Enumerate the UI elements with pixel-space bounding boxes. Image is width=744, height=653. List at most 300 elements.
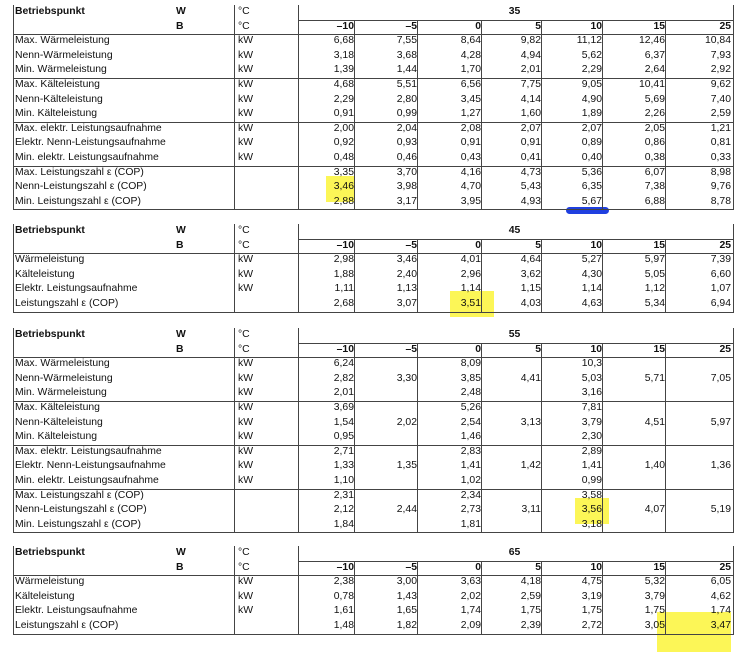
b-label: B [176,343,184,355]
cell-value: 7,75 [520,79,541,90]
cell-value: 5,19 [710,504,731,516]
column-divider [234,5,235,209]
table-row [13,489,734,504]
column-divider [602,561,603,634]
table-row [13,430,734,445]
table-row [13,282,734,297]
cell-value: 4,68 [333,79,354,90]
cell-value: 6,60 [710,268,731,280]
column-divider [733,5,734,209]
row-label: Elektr. Nenn-Leistungsaufnahme [15,460,166,472]
column-divider [481,343,482,533]
cell-value: 3,79 [644,590,665,602]
cell-value: 2,29 [581,64,602,76]
cell-value: 3,19 [581,590,602,602]
row-label: Min. Leistungszahl ε (COP) [15,195,141,207]
cell-value: 0,91 [520,137,541,149]
row-label: Elektr. Leistungsaufnahme [15,605,138,617]
cell-value: 1,74 [460,605,481,617]
row-label: Min. Kälteleistung [15,108,98,120]
cell-value: 2,59 [520,590,541,602]
column-header: 0 [475,343,481,355]
cell-value: 3,00 [396,576,417,588]
cell-value: 0,38 [644,152,665,163]
cell-value: 8,64 [460,35,481,47]
cell-value: 3,13 [520,416,541,428]
table-row [13,253,734,268]
b-label: B [176,239,184,251]
table-row [13,503,734,518]
cell-value: 1,41 [460,460,481,472]
table-row [13,180,734,195]
cell-value: 4,01 [460,254,481,266]
column-divider [354,343,355,533]
cell-value: 6,07 [644,166,665,178]
table-section-45 [13,224,734,314]
cell-value: 2,02 [460,590,481,602]
row-label: Max. elektr. Leistungsaufnahme [15,122,162,134]
row-label: Elektr. Nenn-Leistungsaufnahme [15,137,166,149]
cell-value: 1,46 [460,431,481,443]
table-section-65 [13,546,734,636]
cell-value: 3,79 [581,416,602,428]
row-unit: kW [238,576,254,588]
cell-value: 5,71 [644,372,665,384]
cell-value: 1,14 [581,283,602,295]
cell-value: 2,01 [333,387,354,399]
cell-value: 9,05 [581,79,602,90]
cell-value: 1,70 [460,64,481,76]
cell-value: 2,00 [333,122,354,134]
cell-value: 4,93 [520,195,541,207]
table-row [13,107,734,122]
column-divider [541,561,542,634]
cell-value: 4,51 [644,416,665,428]
divider [298,239,734,240]
cell-value: 0,95 [333,431,354,443]
unit-header: °C [238,6,250,17]
cell-value: 5,97 [710,416,731,428]
table-row [13,195,734,210]
cell-value: 1,21 [710,122,731,134]
row-label: Wärmeleistung [15,576,85,588]
column-divider [481,20,482,210]
cell-value: 4,70 [460,181,481,193]
table-row [13,34,734,49]
table-row [13,63,734,78]
cell-value: 2,80 [396,93,417,105]
table-row [13,401,734,416]
cell-value: 7,93 [710,49,731,61]
column-divider [354,239,355,312]
cell-value: 8,09 [460,358,481,370]
table-row [13,619,734,634]
cell-value: 1,12 [644,283,665,295]
column-header: –5 [405,343,417,355]
column-header: 10 [590,561,602,573]
cell-value: 2,08 [460,122,481,134]
cell-value: 3,51 [460,298,481,309]
column-header: 15 [653,20,665,32]
cell-value: 0,99 [396,108,417,120]
table-section-55 [13,328,734,534]
divider [13,532,734,533]
column-divider [481,561,482,634]
row-label: Min. Wärmeleistung [15,387,107,399]
cell-value: 0,81 [710,137,731,149]
row-unit: kW [238,49,254,61]
cell-value: 2,12 [333,504,354,516]
cell-value: 5,03 [581,372,602,384]
cell-value: 2,04 [396,122,417,134]
cell-value: 4,16 [460,166,481,178]
cell-value: 0,93 [396,137,417,149]
cell-value: 3,18 [581,518,602,530]
cell-value: 1,27 [460,108,481,120]
cell-value: 5,67 [581,195,602,207]
cell-value: 2,83 [460,445,481,457]
cell-value: 8,78 [710,195,731,207]
betriebspunkt-label: Betriebspunkt [15,329,85,340]
cell-value: 2,07 [581,122,602,134]
column-header: –10 [336,20,354,32]
cell-value: 0,46 [396,152,417,163]
cell-value: 5,27 [581,254,602,266]
cell-value: 3,05 [644,620,665,631]
cell-value: 5,43 [520,181,541,193]
cell-value: 2,96 [460,268,481,280]
w-label: W [176,6,186,17]
cell-value: 5,34 [644,298,665,309]
temperature-header: 65 [508,547,521,558]
column-divider [417,239,418,312]
row-unit: kW [238,254,254,266]
row-label: Min. elektr. Leistungsaufnahme [15,475,159,486]
column-divider [417,561,418,634]
cell-value: 2,26 [644,108,665,120]
cell-value: 1,81 [460,518,481,530]
divider [298,561,734,562]
row-label: Nenn-Wärmeleistung [15,49,113,61]
row-label: Min. elektr. Leistungsaufnahme [15,152,159,163]
cell-value: 4,75 [581,576,602,588]
column-divider [602,20,603,210]
table-row [13,372,734,387]
cell-value: 0,33 [710,152,731,163]
cell-value: 3,68 [396,49,417,61]
row-unit: kW [238,460,254,472]
row-label: Max. Leistungszahl ε (COP) [15,166,144,178]
column-divider [481,239,482,312]
cell-value: 2,31 [333,489,354,501]
cell-value: 6,56 [460,79,481,90]
row-unit: kW [238,283,254,295]
row-label: Kälteleistung [15,268,75,280]
table-row [13,268,734,283]
cell-value: 3,69 [333,402,354,413]
cell-value: 1,40 [644,460,665,472]
row-label: Wärmeleistung [15,254,85,266]
row-unit: kW [238,35,254,47]
cell-value: 3,18 [333,49,354,61]
cell-value: 5,51 [396,79,417,90]
cell-value: 1,44 [396,64,417,76]
cell-value: 7,38 [644,181,665,193]
column-header: 5 [535,239,541,251]
column-header: –10 [336,239,354,251]
table-row [13,459,734,474]
cell-value: 5,36 [581,166,602,178]
cell-value: 1,75 [520,605,541,617]
cell-value: 6,37 [644,49,665,61]
cell-value: 2,38 [333,576,354,588]
table-row [13,166,734,181]
column-divider [234,546,235,634]
cell-value: 5,05 [644,268,665,280]
row-unit: kW [238,387,254,399]
cell-value: 3,30 [396,372,417,384]
cell-value: 7,81 [581,402,602,413]
table-row [13,78,734,93]
cell-value: 10,3 [581,358,602,370]
cell-value: 2,05 [644,122,665,134]
cell-value: 1,11 [334,283,354,295]
cell-value: 3,35 [333,166,354,178]
table-section-35 [13,5,734,211]
cell-value: 2,82 [333,372,354,384]
cell-value: 2,64 [644,64,665,76]
row-label: Elektr. Leistungsaufnahme [15,283,138,295]
cell-value: 2,02 [396,416,417,428]
column-divider [298,5,299,209]
table-row [13,297,734,312]
column-header: 0 [475,561,481,573]
column-header-row [13,20,734,35]
column-header: 10 [590,343,602,355]
betriebspunkt-label: Betriebspunkt [15,225,85,236]
row-label: Max. Wärmeleistung [15,358,110,370]
cell-value: 4,28 [460,49,481,61]
cell-value: 1,61 [333,605,354,617]
unit-header-2: °C [238,343,250,355]
row-label: Min. Wärmeleistung [15,64,107,76]
column-header: 15 [653,343,665,355]
column-divider [298,224,299,312]
unit-header-2: °C [238,561,250,573]
column-divider [234,224,235,312]
cell-value: 1,75 [581,605,602,617]
cell-value: 4,30 [581,268,602,280]
cell-value: 3,45 [460,93,481,105]
cell-value: 3,95 [460,195,481,207]
row-unit: kW [238,475,254,486]
divider [13,634,734,635]
table-row [13,604,734,619]
temperature-header: 55 [508,329,521,340]
row-label: Nenn-Leistungszahl ε (COP) [15,181,147,193]
cell-value: 3,16 [581,387,602,399]
column-divider [298,546,299,634]
column-header: 15 [653,561,665,573]
cell-value: 2,09 [460,620,481,631]
column-divider [417,343,418,533]
cell-value: 7,55 [396,35,417,47]
cell-value: 7,40 [710,93,731,105]
cell-value: 2,68 [333,298,354,309]
divider [298,20,734,21]
column-header: 15 [653,239,665,251]
cell-value: 1,48 [333,620,354,631]
cell-value: 1,65 [396,605,417,617]
cell-value: 2,40 [396,268,417,280]
cell-value: 3,17 [396,195,417,207]
cell-value: 1,82 [396,620,417,631]
cell-value: 2,59 [710,108,731,120]
cell-value: 0,92 [333,137,354,149]
column-header: –10 [336,561,354,573]
cell-value: 3,47 [710,620,731,631]
cell-value: 1,88 [333,268,354,280]
column-divider [541,239,542,312]
row-unit: kW [238,137,254,149]
unit-header-2: °C [238,239,250,251]
column-divider [13,546,14,634]
cell-value: 0,91 [460,137,481,149]
cell-value: 2,73 [460,504,481,516]
row-label: Nenn-Kälteleistung [15,93,103,105]
cell-value: 6,88 [644,195,665,207]
row-unit: kW [238,590,254,602]
column-header: 25 [719,561,731,573]
row-label: Kälteleistung [15,590,75,602]
column-header: 5 [535,561,541,573]
cell-value: 6,68 [333,35,354,47]
w-label: W [176,547,186,558]
table-row [13,445,734,460]
divider [13,209,734,210]
cell-value: 6,94 [710,298,731,309]
column-divider [354,20,355,210]
cell-value: 1,36 [710,460,731,472]
column-header: 25 [719,343,731,355]
cell-value: 4,94 [520,49,541,61]
cell-value: 5,69 [644,93,665,105]
cell-value: 3,11 [521,504,541,516]
cell-value: 4,73 [520,166,541,178]
column-divider [733,546,734,634]
header-row [13,546,734,561]
row-label: Max. Kälteleistung [15,79,100,90]
column-divider [13,224,14,312]
cell-value: 4,18 [520,576,541,588]
column-header: 25 [719,20,731,32]
row-unit: kW [238,122,254,134]
cell-value: 4,07 [644,504,665,516]
cell-value: 2,89 [581,445,602,457]
header-row [13,328,734,343]
table-row [13,93,734,108]
cell-value: 4,03 [520,298,541,309]
column-header: 10 [590,239,602,251]
cell-value: 1,02 [460,475,481,486]
cell-value: 1,13 [396,283,417,295]
cell-value: 6,24 [333,358,354,370]
table-row [13,136,734,151]
cell-value: 12,46 [638,35,665,47]
cell-value: 4,63 [581,298,602,309]
cell-value: 3,58 [581,489,602,501]
column-header-row [13,239,734,254]
cell-value: 9,76 [710,181,731,193]
cell-value: 5,62 [581,49,602,61]
cell-value: 2,07 [520,122,541,134]
cell-value: 1,60 [520,108,541,120]
column-divider [602,343,603,533]
cell-value: 1,10 [333,475,354,486]
column-divider [541,343,542,533]
cell-value: 0,99 [581,475,602,486]
column-header: –5 [405,20,417,32]
cell-value: 8,98 [710,166,731,178]
header-row [13,5,734,20]
cell-value: 4,14 [520,93,541,105]
table-row [13,575,734,590]
cell-value: 2,71 [333,445,354,457]
row-unit: kW [238,431,254,443]
cell-value: 5,32 [644,576,665,588]
cell-value: 1,41 [581,460,602,472]
unit-header: °C [238,547,250,558]
cell-value: 2,34 [460,489,481,501]
cell-value: 1,15 [520,283,541,295]
divider [298,343,734,344]
unit-header-2: °C [238,20,250,32]
cell-value: 4,41 [520,372,541,384]
cell-value: 7,39 [710,254,731,266]
b-label: B [176,20,184,32]
table-row [13,357,734,372]
betriebspunkt-label: Betriebspunkt [15,6,85,17]
cell-value: 9,82 [520,35,541,47]
cell-value: 9,62 [710,79,731,90]
row-label: Max. Leistungszahl ε (COP) [15,489,144,501]
cell-value: 3,46 [333,181,354,193]
temperature-header: 45 [508,225,521,236]
cell-value: 2,98 [333,254,354,266]
row-unit: kW [238,372,254,384]
cell-value: 1,54 [333,416,354,428]
cell-value: 4,64 [520,254,541,266]
table-row [13,518,734,533]
row-label: Max. elektr. Leistungsaufnahme [15,445,162,457]
cell-value: 3,07 [396,298,417,309]
column-header: 5 [535,20,541,32]
cell-value: 2,30 [581,431,602,443]
row-label: Leistungszahl ε (COP) [15,298,119,309]
column-divider [13,5,14,209]
column-divider [733,328,734,532]
row-label: Min. Leistungszahl ε (COP) [15,518,141,530]
column-header-row [13,343,734,358]
column-header: 5 [535,343,541,355]
divider [13,312,734,313]
cell-value: 0,41 [520,152,541,163]
table-row [13,416,734,431]
cell-value: 1,42 [520,460,541,472]
cell-value: 0,86 [644,137,665,149]
column-divider [602,239,603,312]
column-divider [665,343,666,533]
